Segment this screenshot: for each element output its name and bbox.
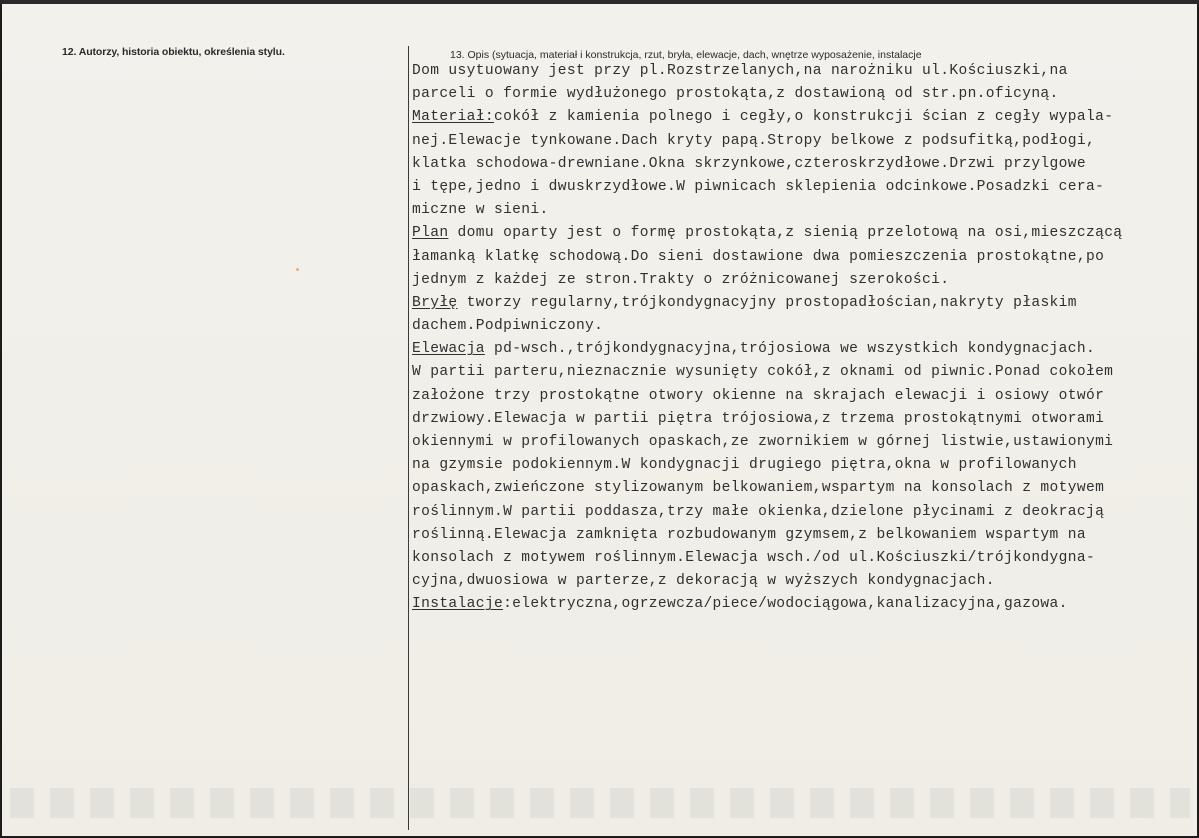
text-line — [412, 593, 1198, 616]
text-line — [412, 83, 1198, 106]
line-text: roślinną.Elewacja zamknięta rozbudowanym gzymsem,z belkowaniem wspartym na — [412, 526, 1086, 543]
line-text: dachem.Podpiwniczony. — [412, 318, 604, 335]
underlined-keyword: Instalacje — [412, 596, 504, 613]
line-text: na gzymsie podokiennym.W kondygnacji drugiego piętra,okna w profilowanych — [412, 457, 1077, 474]
line-text: klatka schodowa-drewniane.Okna skrzynkowe,czteroskrzydłowe.Drzwi przylgowe — [412, 155, 1086, 172]
underlined-keyword: Plan — [412, 225, 449, 242]
text-line — [412, 547, 1198, 570]
text-line — [412, 269, 1198, 292]
text-line — [412, 60, 1198, 83]
line-text: pd-wsch.,trójkondygnacyjna,trójosiowa we wszystkich kondygnacjach. — [484, 341, 1096, 358]
line-text: opaskach,zwieńczone stylizowanym belkowaniem,wspartym na konsolach z motywem — [412, 480, 1105, 497]
left-section-heading: 12. Autorzy, historia obiektu, określenia stylu. — [62, 46, 285, 58]
text-line — [412, 524, 1198, 547]
line-text: parceli o formie wydłużonego prostokąta,z dostawioną od str.pn.oficyną. — [412, 86, 1059, 103]
text-line — [412, 477, 1198, 500]
text-line — [412, 315, 1198, 338]
underlined-keyword: Materiał: — [412, 109, 494, 126]
column-divider — [408, 46, 409, 830]
paper-mark — [296, 268, 299, 271]
line-text: Dom usytuowany jest przy pl.Rozstrzelanych,na narożniku ul.Kościuszki,na — [412, 63, 1068, 79]
line-text: roślinnym.W partii poddasza,trzy małe okienka,dzielone płycinami z deokracją — [412, 503, 1105, 520]
line-text: :elektryczna,ogrzewcza/piece/wodociągowa,kanalizacyjna,gazowa. — [503, 596, 1068, 613]
line-text: W partii parteru,nieznacznie wysunięty cokół,z oknami od piwnic.Ponad cokołem — [412, 364, 1114, 381]
right-section-heading: 13. Opis (sytuacja, materiał i konstrukcja, rzut, bryła, elewacje, dach, wnętrze wyposażenie, instalacje — [450, 49, 922, 61]
line-text: domu oparty jest o formę prostokąta,z sienią przelotową na osi,mieszczącą — [448, 225, 1123, 242]
line-text: łamanką klatkę schodową.Do sieni dostawione dwa pomieszczenia prostokątne,po — [412, 248, 1105, 265]
underlined-keyword: Bryłę — [412, 294, 458, 311]
line-text: cyjna,dwuosiowa w parterze,z dekoracją w wyższych kondygnacjach. — [412, 573, 995, 590]
line-text: nej.Elewacje tynkowane.Dach kryty papą.Stropy belkowe z podsufitką,podłogi, — [412, 132, 1096, 149]
text-line — [412, 176, 1198, 199]
text-line — [412, 292, 1198, 315]
text-line — [412, 501, 1198, 524]
text-line — [412, 199, 1198, 222]
text-line — [412, 431, 1198, 454]
line-text: założone trzy prostokątne otwory okienne na skrajach elewacji i osiowy otwór — [412, 387, 1105, 404]
text-line — [412, 222, 1198, 245]
description-body — [412, 60, 1198, 617]
line-text: miczne w sieni. — [412, 202, 549, 219]
bleed-through — [10, 788, 1190, 818]
text-line — [412, 130, 1198, 153]
text-line — [412, 454, 1198, 477]
text-line — [412, 361, 1198, 384]
line-text: cokół z kamienia polnego i cegły,o konstrukcji ścian z cegły wypala- — [493, 109, 1114, 126]
underlined-keyword: Elewacja — [412, 341, 485, 358]
line-text: i tępe,jedno i dwuskrzydłowe.W piwnicach sklepienia odcinkowe.Posadzki cera- — [412, 178, 1105, 195]
text-line — [412, 246, 1198, 269]
text-line — [412, 106, 1198, 129]
text-line — [412, 570, 1198, 593]
text-line — [412, 338, 1198, 361]
line-text: tworzy regularny,trójkondygnacyjny prostopadłościan,nakryty płaskim — [457, 294, 1077, 311]
line-text: drzwiowy.Elewacja w partii piętra trójosiowa,z trzema prostokątnymi otworami — [412, 410, 1105, 427]
line-text: jednym z każdej ze stron.Trakty o zróżnicowanej szerokości. — [412, 271, 950, 288]
line-text: okiennymi w profilowanych opaskach,ze zwornikiem w górnej listwie,ustawionymi — [412, 434, 1114, 450]
line-text: konsolach z motywem roślinnym.Elewacja wsch./od ul.Kościuszki/trójkondygna- — [412, 549, 1096, 566]
text-line — [412, 153, 1198, 176]
text-line — [412, 385, 1198, 408]
scan-edge — [0, 0, 1199, 4]
text-line — [412, 408, 1198, 431]
